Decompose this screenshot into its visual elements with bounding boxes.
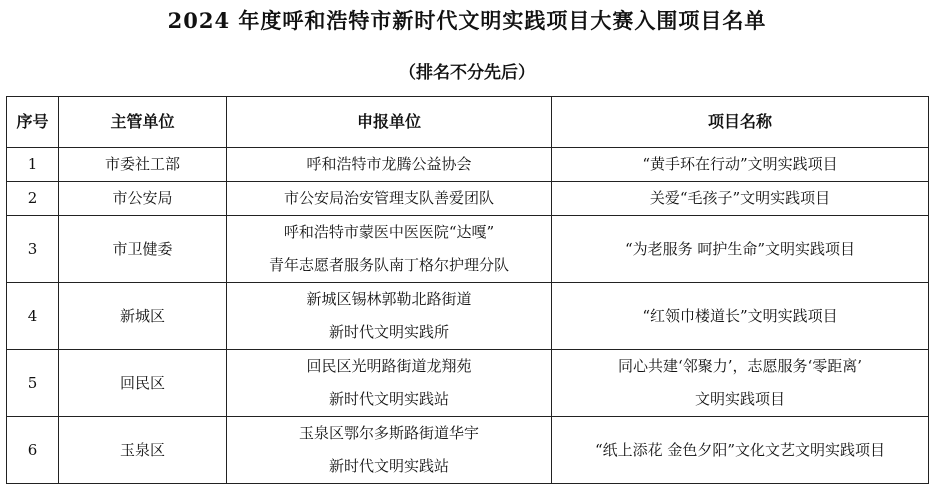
applicant-line: 呼和浩特市龙腾公益协会	[306, 155, 472, 173]
applicant-line: 玉泉区鄂尔多斯路街道华宇	[298, 424, 479, 442]
cell-seq: 6	[7, 417, 59, 484]
document-title: 2024 年度呼和浩特市新时代文明实践项目大赛入围项目名单	[167, 8, 767, 33]
project-line: “纸上添花 金色夕阳”文化文艺文明实践项目	[594, 440, 886, 459]
cell-seq: 3	[7, 216, 59, 283]
cell-seq: 4	[7, 283, 59, 350]
applicant-line: 呼和浩特市蒙医中医医院“达嘎”	[283, 223, 495, 241]
cell-applicant	[227, 148, 552, 182]
cell-applicant	[227, 216, 552, 283]
cell-project	[552, 148, 929, 182]
project-line: 同心共建‘邻聚力’，志愿服务‘零距离’	[617, 357, 863, 375]
cell-dept: 玉泉区	[59, 417, 227, 484]
header-applicant: 申报单位	[227, 97, 552, 148]
applicant-line: 新时代文明实践站	[328, 390, 449, 408]
cell-dept: 新城区	[59, 283, 227, 350]
header-seq: 序号	[7, 97, 59, 148]
cell-seq: 2	[7, 182, 59, 216]
applicant-line: 青年志愿者服务队南丁格尔护理分队	[268, 256, 509, 274]
cell-dept: 市公安局	[59, 182, 227, 216]
cell-applicant	[227, 350, 552, 417]
applicant-line: 新时代文明实践站	[328, 457, 449, 475]
table-row	[7, 417, 929, 484]
cell-applicant	[227, 182, 552, 216]
applicant-line: 新时代文明实践所	[328, 323, 449, 341]
table-header-row	[7, 97, 929, 148]
cell-applicant	[227, 417, 552, 484]
cell-seq: 1	[7, 148, 59, 182]
table-row	[7, 182, 929, 216]
cell-seq: 5	[7, 350, 59, 417]
cell-dept: 回民区	[59, 350, 227, 417]
document-subtitle: （排名不分先后）	[399, 63, 535, 83]
cell-project	[552, 182, 929, 216]
cell-project	[552, 350, 929, 417]
table-row	[7, 216, 929, 283]
project-line: “红领巾楼道长”文明实践项目	[642, 306, 838, 325]
header-dept: 主管单位	[59, 97, 227, 148]
table-row	[7, 283, 929, 350]
table-row	[7, 350, 929, 417]
cell-project	[552, 417, 929, 484]
project-line: 文明实践项目	[694, 390, 785, 408]
table-row	[7, 148, 929, 182]
cell-dept: 市卫健委	[59, 216, 227, 283]
cell-applicant	[227, 283, 552, 350]
cell-project	[552, 283, 929, 350]
cell-dept: 市委社工部	[59, 148, 227, 182]
applicant-line: 新城区锡林郭勒北路街道	[306, 290, 472, 308]
cell-project	[552, 216, 929, 283]
project-line: 关爱“毛孩子”文明实践项目	[649, 189, 831, 207]
header-project: 项目名称	[552, 97, 929, 148]
applicant-line: 市公安局治安管理支队善爱团队	[283, 189, 494, 207]
shortlist-table	[6, 96, 929, 484]
project-line: “为老服务 呵护生命”文明实践项目	[624, 239, 856, 258]
project-line: “黄手环在行动”文明实践项目	[642, 155, 838, 173]
applicant-line: 回民区光明路街道龙翔苑	[306, 357, 472, 375]
